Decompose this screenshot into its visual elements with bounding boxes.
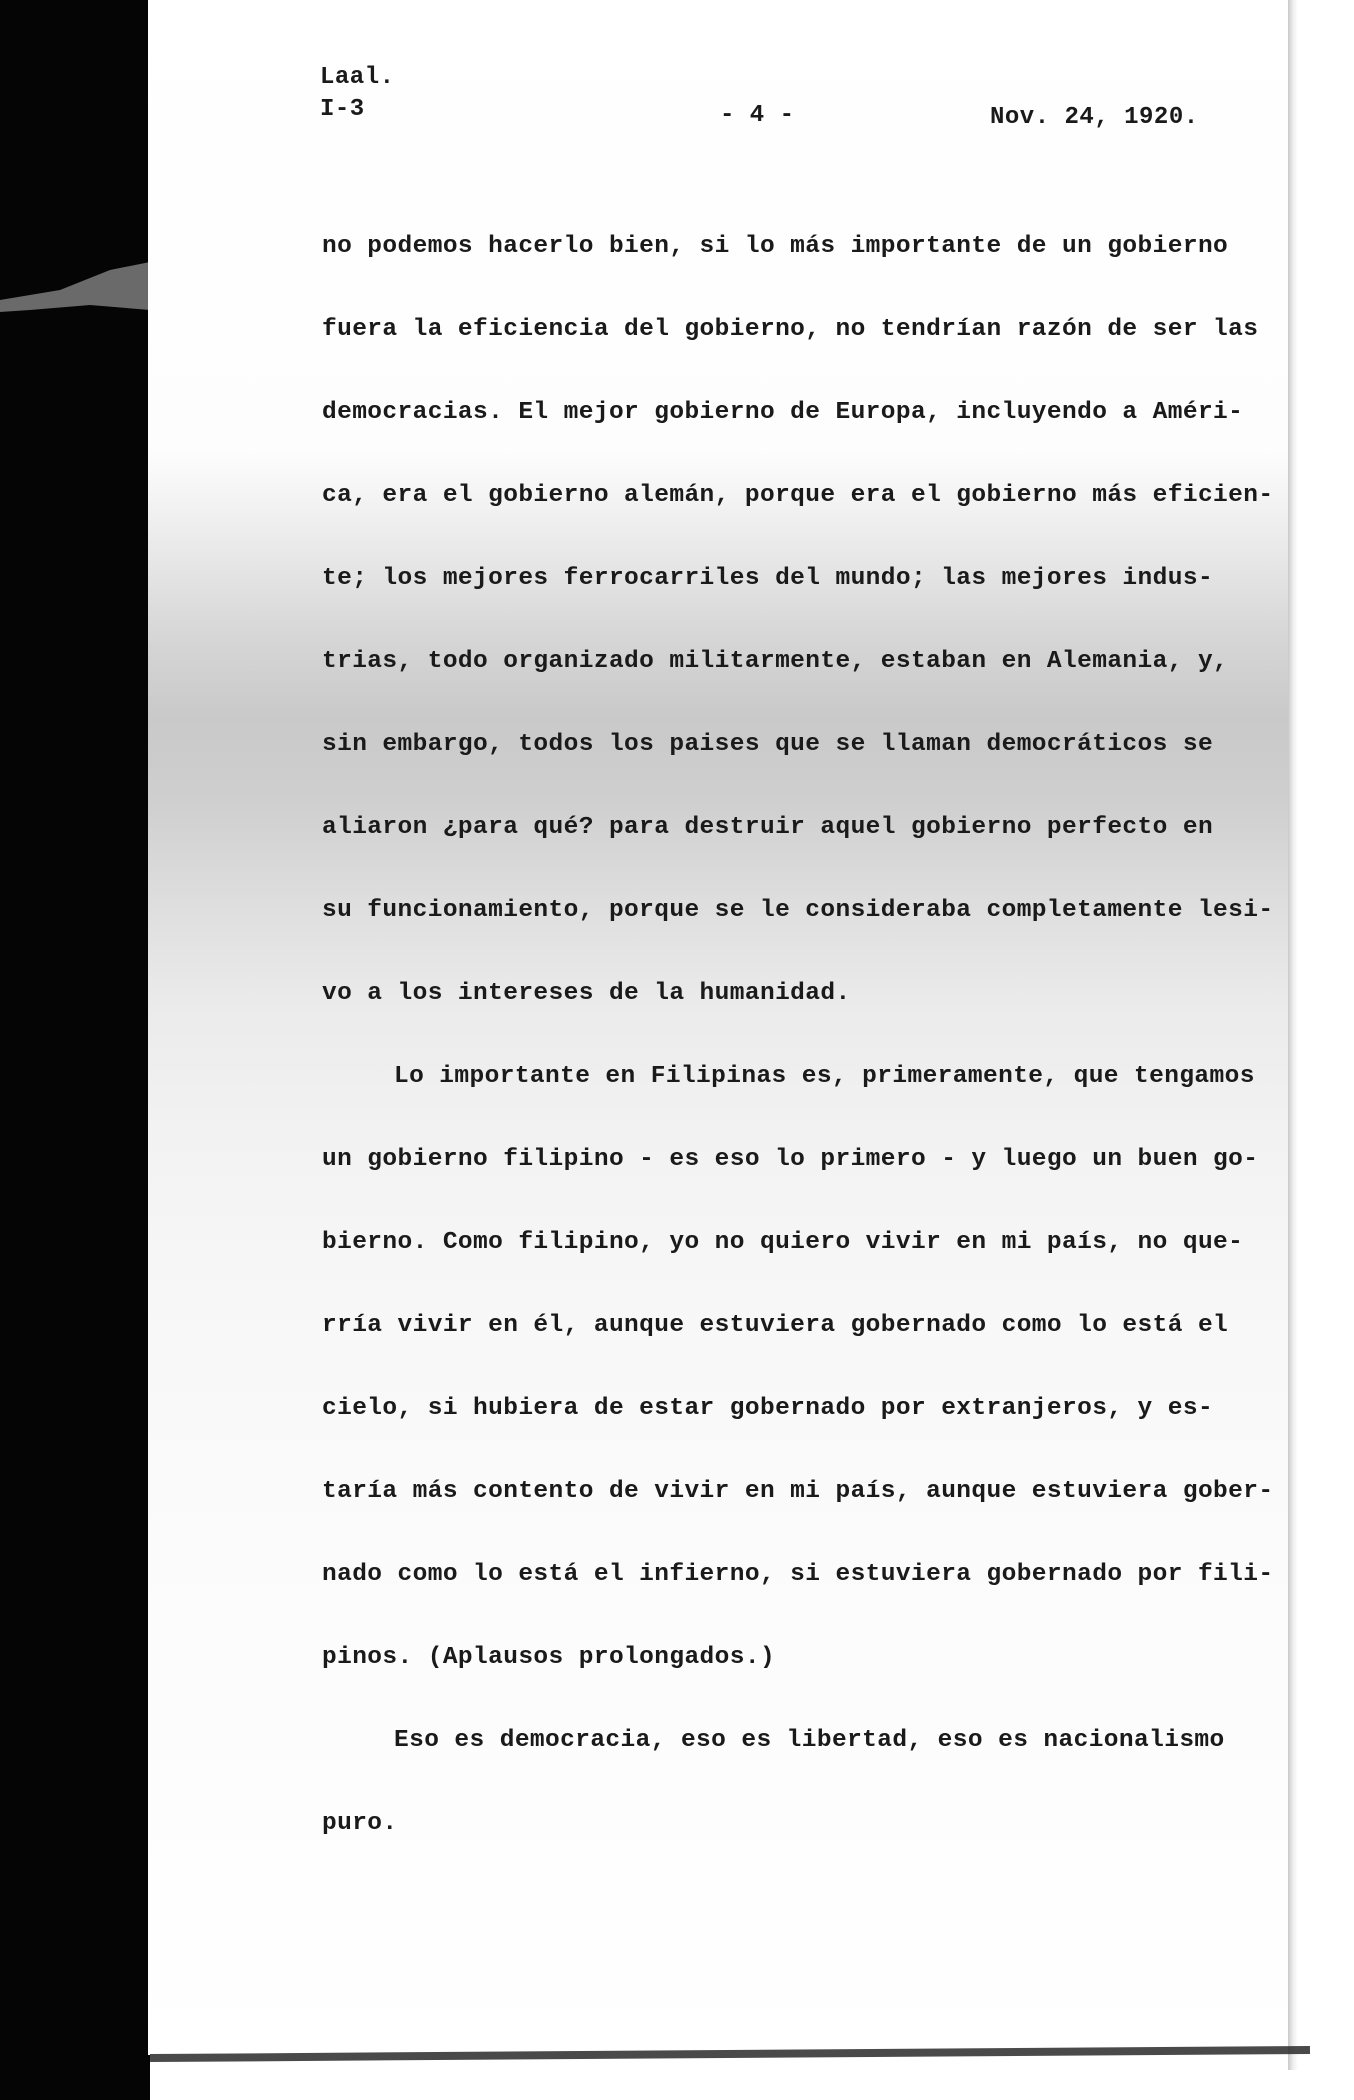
document-date: Nov. 24, 1920. bbox=[990, 104, 1199, 131]
text-line: taría más contento de vivir en mi país, aunque estuviera gober- bbox=[322, 1478, 1274, 1505]
paragraph-start-line: Eso es democracia, eso es libertad, eso es nacionalismo bbox=[394, 1727, 1225, 1754]
text-line: ca, era el gobierno alemán, porque era el gobierno más eficien- bbox=[322, 482, 1274, 509]
text-line: sin embargo, todos los paises que se llaman democráticos se bbox=[322, 731, 1214, 758]
text-line: no podemos hacerlo bien, si lo más importante de un gobierno bbox=[322, 233, 1229, 260]
text-line: un gobierno filipino - es eso lo primero - y luego un buen go- bbox=[322, 1146, 1259, 1173]
page-number: - 4 - bbox=[720, 102, 795, 129]
speech-body bbox=[322, 205, 1274, 1865]
text-line: bierno. Como filipino, yo no quiero vivir en mi país, no que- bbox=[322, 1229, 1244, 1256]
text-line: te; los mejores ferrocarriles del mundo; las mejores indus- bbox=[322, 565, 1214, 592]
text-line: puro. bbox=[322, 1810, 398, 1837]
text-line: nado como lo está el infierno, si estuviera gobernado por fili- bbox=[322, 1561, 1274, 1588]
text-line: democracias. El mejor gobierno de Europa, incluyendo a Améri- bbox=[322, 399, 1244, 426]
typist-initials: Laal. bbox=[320, 64, 395, 91]
paragraph-start-line: Lo importante en Filipinas es, primeramente, que tengamos bbox=[394, 1063, 1255, 1090]
text-line: rría vivir en él, aunque estuviera gobernado como lo está el bbox=[322, 1312, 1229, 1339]
text-line: su funcionamiento, porque se le consideraba completamente lesi- bbox=[322, 897, 1274, 924]
text-line: cielo, si hubiera de estar gobernado por extranjeros, y es- bbox=[322, 1395, 1214, 1422]
paper-edge bbox=[1288, 0, 1298, 2070]
text-line: aliaron ¿para qué? para destruir aquel gobierno perfecto en bbox=[322, 814, 1214, 841]
text-line: fuera la eficiencia del gobierno, no tendrían razón de ser las bbox=[322, 316, 1259, 343]
text-line: vo a los intereses de la humanidad. bbox=[322, 980, 851, 1007]
text-line: trias, todo organizado militarmente, estaban en Alemania, y, bbox=[322, 648, 1229, 675]
text-line: pinos. (Aplausos prolongados.) bbox=[322, 1644, 776, 1671]
document-code: I-3 bbox=[320, 96, 365, 123]
